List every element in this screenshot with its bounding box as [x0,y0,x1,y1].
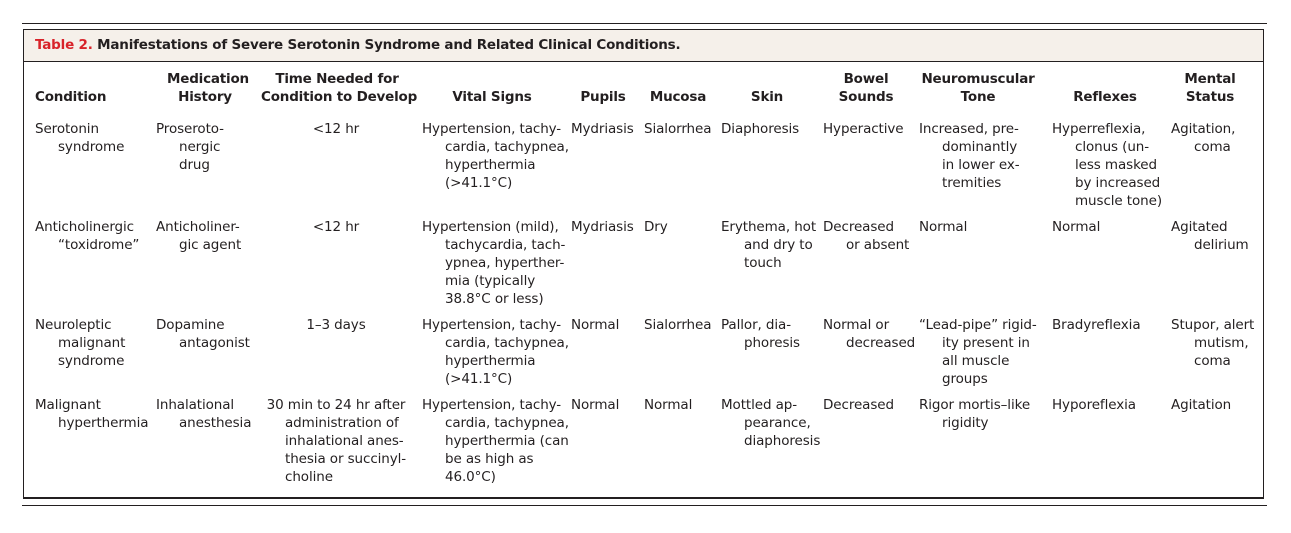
table-cell-time [262,120,410,138]
column-header-pupils: Pupils [580,89,626,105]
cell-line: decreased [846,335,916,351]
cell-line: coma [1194,353,1231,369]
cell-line: Normal [571,397,620,413]
cell-line: ity present in [942,335,1030,351]
cell-line: phoresis [744,335,800,351]
cell-line: pearance, [744,415,811,431]
cell-line: <12 hr [312,219,360,235]
table-cell-mental [1171,316,1254,370]
cell-line: Hypertension, tachy- [422,317,562,333]
cell-line: Hyporeflexia [1052,397,1136,413]
cell-line: Mydriasis [571,121,634,137]
table-cell-mental [1171,396,1231,414]
table-cell-condition [35,218,139,254]
cell-line: dominantly [942,139,1018,155]
table-cell-vitals [422,396,569,486]
cell-line: hyperthermia [58,415,149,431]
cell-line: thesia or succinyl- [285,451,407,467]
cell-line: anesthesia [179,415,252,431]
table-cell-condition [35,316,125,370]
column-header-condition: Condition [35,89,107,105]
cell-line: Malignant [35,397,101,413]
cell-line: gic agent [179,237,242,253]
table-cell-vitals [422,120,569,192]
column-header-reflexes: Reflexes [1073,89,1137,105]
table-cell-skin [721,316,800,352]
cell-line: Stupor, alert [1171,317,1255,333]
cell-line: Sialorrhea [644,121,712,137]
cell-line: 46.0°C) [445,469,496,485]
cell-line: or absent [846,237,910,253]
cell-line: Sialorrhea [644,317,712,333]
table-cell-tone [919,120,1020,192]
cell-line: “Lead-pipe” rigid- [919,317,1037,333]
column-header-mental: Mental Status [1184,71,1236,105]
table-cell-vitals [422,316,569,388]
table-cell-pupils [571,396,619,414]
column-header-skin: Skin [750,89,784,105]
cell-line: syndrome [58,139,125,155]
table-cell-bowel [823,120,904,138]
cell-line: Decreased [823,397,894,413]
cell-line: tremities [942,175,1002,191]
cell-line: all muscle [942,353,1010,369]
cell-line: delirium [1194,237,1249,253]
table-cell-skin [721,218,816,272]
cell-line: Normal [1052,219,1101,235]
cell-line: Agitation, [1171,121,1236,137]
cell-line: Normal [919,219,968,235]
column-header-vitals: Vital Signs [452,89,532,105]
column-header-tone: Neuromuscular Tone [921,71,1035,105]
table-cell-pupils [571,120,634,138]
cell-line: inhalational anes- [285,433,404,449]
cell-line: Erythema, hot [721,219,817,235]
cell-line: Dry [644,219,668,235]
cell-line: Pallor, dia- [721,317,791,333]
cell-line: “toxidrome” [58,237,140,253]
cell-line: coma [1194,139,1231,155]
cell-line: Normal [644,397,693,413]
table-title: Manifestations of Severe Serotonin Syndrome and Related Clinical Conditions. [97,37,681,53]
table-cell-tone [919,316,1037,388]
table-cell-reflexes [1052,396,1136,414]
cell-line: Anticholiner- [156,219,240,235]
table-cell-bowel [823,218,909,254]
cell-line: <12 hr [312,121,360,137]
cell-line: touch [744,255,782,271]
table-cell-tone [919,218,967,236]
table-cell-reflexes [1052,218,1100,236]
cell-line: diaphoresis [744,433,821,449]
cell-line: hyperthermia [445,157,536,173]
cell-line: Hypertension, tachy- [422,121,562,137]
table-cell-history [156,316,250,352]
cell-line: Agitated [1171,219,1228,235]
table-frame [23,29,1264,499]
table-cell-history [156,120,224,174]
table-cell-time [262,396,410,486]
cell-line: antagonist [179,335,250,351]
cell-line: nergic [179,139,221,155]
cell-line: Hyperactive [823,121,904,137]
cell-line: malignant [58,335,126,351]
cell-line: Normal or [823,317,890,333]
table-cell-mental [1171,120,1235,156]
table-cell-pupils [571,218,634,236]
cell-line: Increased, pre- [919,121,1019,137]
cell-line: in lower ex- [942,157,1020,173]
cell-line: Decreased [823,219,894,235]
table-cell-time [262,316,410,334]
cell-line: Diaphoresis [721,121,800,137]
table-number: Table 2. [35,37,93,53]
cell-line: Mottled ap- [721,397,798,413]
cell-line: choline [285,469,333,485]
cell-line: 30 min to 24 hr after [266,397,406,413]
cell-line: Mydriasis [571,219,634,235]
table-cell-pupils [571,316,619,334]
cell-line: Hypertension (mild), [422,219,559,235]
cell-line: administration of [285,415,399,431]
cell-line: mutism, [1194,335,1249,351]
table-cell-skin [721,120,799,138]
cell-line: ypnea, hyperther- [445,255,565,271]
bottom-rule [22,505,1267,506]
table-cell-tone [919,396,1030,432]
cell-line: syndrome [58,353,125,369]
cell-line: 1–3 days [306,317,366,333]
cell-line: Normal [571,317,620,333]
cell-line: Agitation [1171,397,1232,413]
cell-line: Bradyreflexia [1052,317,1141,333]
table-cell-condition [35,396,148,432]
table-cell-reflexes [1052,120,1162,210]
column-header-mucosa: Mucosa [649,89,707,105]
table-caption [24,30,1263,62]
cell-line: Hypertension, tachy- [422,397,562,413]
column-header-time: Time Needed for Condition to Develop [261,71,418,105]
cell-line: Rigor mortis–like [919,397,1031,413]
cell-line: Anticholinergic [35,219,134,235]
cell-line: rigidity [942,415,989,431]
table-cell-vitals [422,218,565,308]
cell-line: hyperthermia [445,353,536,369]
cell-line: 38.8°C or less) [445,291,544,307]
cell-line: Proseroto- [156,121,224,137]
cell-line: cardia, tachypnea, [445,139,569,155]
table-cell-bowel [823,316,915,352]
cell-line: by increased [1075,175,1161,191]
cell-line: muscle tone) [1075,193,1162,209]
cell-line: Serotonin [35,121,99,137]
table-cell-history [156,396,251,432]
table-cell-bowel [823,396,894,414]
table-cell-mucosa [644,396,692,414]
cell-line: mia (typically [445,273,536,289]
cell-line: Inhalational [156,397,235,413]
cell-line: clonus (un- [1075,139,1150,155]
column-header-history: Medication History [167,71,249,105]
top-rule [22,23,1267,24]
cell-line: (>41.1°C) [445,175,513,191]
table-cell-mental [1171,218,1249,254]
cell-line: Hyperreflexia, [1052,121,1146,137]
cell-line: and dry to [744,237,813,253]
cell-line: cardia, tachypnea, [445,415,569,431]
table-cell-mucosa [644,120,711,138]
table-cell-time [262,218,410,236]
table-cell-mucosa [644,218,668,236]
cell-line: drug [179,157,210,173]
table-cell-condition [35,120,124,156]
cell-line: tachycardia, tach- [445,237,566,253]
table-cell-reflexes [1052,316,1141,334]
cell-line: cardia, tachypnea, [445,335,569,351]
cell-line: Neuroleptic [35,317,112,333]
table-cell-skin [721,396,820,450]
table-cell-history [156,218,241,254]
cell-line: groups [942,371,988,387]
table-cell-mucosa [644,316,711,334]
column-header-bowel: Bowel Sounds [838,71,894,105]
cell-line: hyperthermia (can [445,433,569,449]
cell-line: (>41.1°C) [445,371,513,387]
cell-line: Dopamine [156,317,225,333]
cell-line: be as high as [445,451,534,467]
cell-line: less masked [1075,157,1157,173]
